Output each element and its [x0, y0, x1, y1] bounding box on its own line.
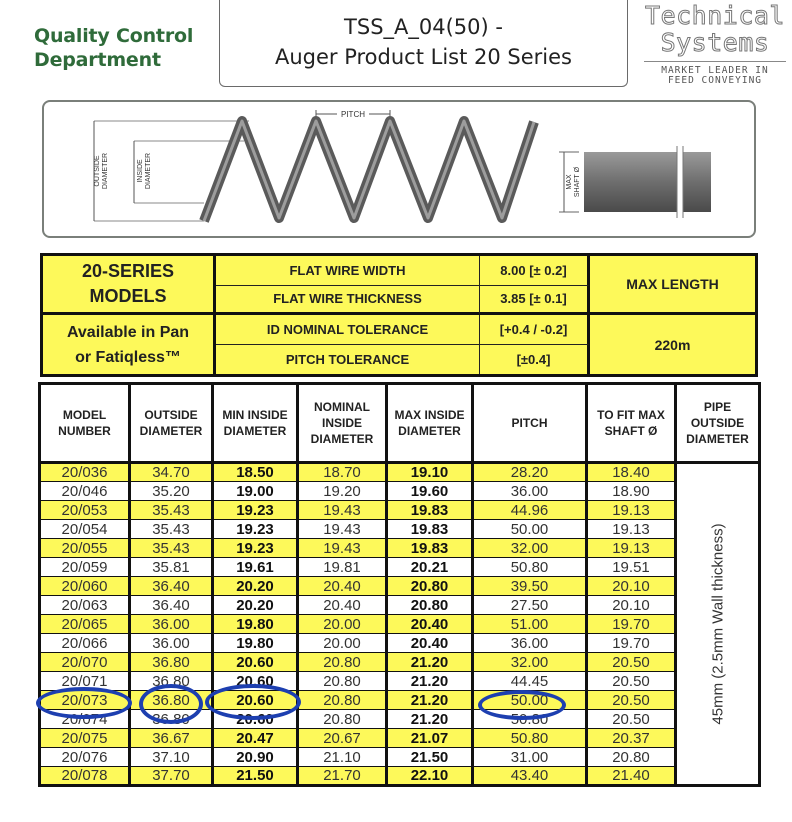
cell-od: 35.43	[130, 520, 213, 539]
cell-od: 36.80	[130, 653, 213, 672]
cell-pipe-outside-diameter	[676, 463, 760, 786]
table-row	[40, 729, 760, 748]
cell-shaft: 20.50	[587, 653, 676, 672]
cell-nom-id: 18.70	[298, 463, 387, 482]
inside-diameter-label: INSIDE	[137, 159, 144, 183]
cell-pitch: 32.00	[473, 653, 587, 672]
cell-shaft: 19.70	[587, 634, 676, 653]
cell-nom-id: 20.67	[298, 729, 387, 748]
models-label: MODELS	[89, 286, 167, 306]
column-header-max-shaft	[587, 384, 676, 463]
cell-od: 35.43	[130, 539, 213, 558]
cell-nom-id: 20.80	[298, 691, 387, 710]
column-header-text: SHAFT Ø	[604, 424, 658, 438]
cell-od: 35.81	[130, 558, 213, 577]
cell-od: 35.43	[130, 501, 213, 520]
outside-diameter-label-2: DIAMETER	[102, 152, 109, 190]
column-header-text: PITCH	[511, 416, 548, 430]
auger-diagram	[42, 100, 756, 238]
cell-max-id: 21.20	[387, 653, 473, 672]
availability-line-2: or Fatiqless™	[75, 348, 181, 366]
cell-shaft: 21.40	[587, 767, 676, 786]
max-shaft-label-2: SHAFT Ø	[574, 166, 581, 198]
table-header-row	[40, 384, 760, 463]
cell-nom-id: 20.00	[298, 634, 387, 653]
cell-min-id: 19.61	[213, 558, 298, 577]
department-heading	[34, 24, 193, 72]
cell-min-id: 19.23	[213, 539, 298, 558]
cell-pitch: 36.00	[473, 482, 587, 501]
column-header-text: DIAMETER	[310, 432, 374, 446]
cell-shaft: 19.13	[587, 539, 676, 558]
table-row	[40, 615, 760, 634]
logo-word-systems: Systems	[660, 28, 770, 57]
table-row	[40, 520, 760, 539]
cell-min-id: 20.20	[213, 596, 298, 615]
column-header-text: MAX INSIDE	[394, 408, 465, 422]
cell-model: 20/073	[40, 691, 130, 710]
cell-model: 20/059	[40, 558, 130, 577]
column-header-max-inside-diameter	[387, 384, 473, 463]
logo-word-technical: Technical	[645, 1, 785, 30]
table-row	[40, 767, 760, 786]
logo-divider	[644, 61, 786, 62]
column-header-pitch	[473, 384, 587, 463]
cell-nom-id: 19.81	[298, 558, 387, 577]
spec-value-flat-wire-thickness: 3.85 [± 0.1]	[480, 286, 590, 316]
company-logo	[640, 2, 790, 86]
cell-min-id: 20.60	[213, 710, 298, 729]
cell-model: 20/053	[40, 501, 130, 520]
cell-shaft: 20.50	[587, 691, 676, 710]
cell-pitch: 32.00	[473, 539, 587, 558]
availability-line-1: Available in Pan	[66, 323, 190, 341]
cell-model: 20/036	[40, 463, 130, 482]
cell-shaft: 19.70	[587, 615, 676, 634]
table-row	[40, 710, 760, 729]
spec-value-pitch-tolerance: [±0.4]	[480, 345, 590, 375]
cell-model: 20/074	[40, 710, 130, 729]
pitch-label: PITCH	[341, 110, 365, 119]
cell-od: 36.00	[130, 615, 213, 634]
cell-nom-id: 20.80	[298, 653, 387, 672]
cell-model: 20/071	[40, 672, 130, 691]
cell-pitch: 28.20	[473, 463, 587, 482]
cell-max-id: 20.80	[387, 596, 473, 615]
cell-nom-id: 19.43	[298, 539, 387, 558]
cell-model: 20/046	[40, 482, 130, 501]
cell-od: 36.00	[130, 634, 213, 653]
cell-pitch: 43.40	[473, 767, 587, 786]
table-row	[40, 558, 760, 577]
cell-od: 35.20	[130, 482, 213, 501]
cell-max-id: 21.20	[387, 672, 473, 691]
spec-summary-box	[40, 253, 758, 377]
cell-max-id: 20.21	[387, 558, 473, 577]
column-header-nominal-inside-diameter	[298, 384, 387, 463]
cell-max-id: 19.10	[387, 463, 473, 482]
shaft-shape	[584, 152, 711, 212]
cell-max-id: 20.80	[387, 577, 473, 596]
spec-value-flat-wire-width: 8.00 [± 0.2]	[480, 256, 590, 286]
cell-nom-id: 20.80	[298, 672, 387, 691]
pipe-outside-diameter-text: 45mm (2.5mm Wall thickness)	[709, 523, 726, 725]
table-row	[40, 577, 760, 596]
cell-shaft: 20.50	[587, 710, 676, 729]
spec-label-flat-wire-width: FLAT WIRE WIDTH	[216, 256, 480, 286]
cell-od: 36.67	[130, 729, 213, 748]
cell-model: 20/060	[40, 577, 130, 596]
cell-shaft: 20.37	[587, 729, 676, 748]
cell-min-id: 19.23	[213, 520, 298, 539]
cell-shaft: 20.10	[587, 577, 676, 596]
cell-model: 20/054	[40, 520, 130, 539]
cell-pitch: 51.00	[473, 615, 587, 634]
table-row	[40, 482, 760, 501]
cell-shaft: 19.13	[587, 501, 676, 520]
spec-label-flat-wire-thickness: FLAT WIRE THICKNESS	[216, 286, 480, 316]
column-header-text: INSIDE	[321, 416, 362, 430]
logo-tagline-1: MARKET LEADER IN	[661, 65, 769, 76]
cell-shaft: 20.80	[587, 748, 676, 767]
cell-model: 20/075	[40, 729, 130, 748]
cell-max-id: 21.50	[387, 748, 473, 767]
column-header-text: PIPE	[703, 400, 732, 414]
cell-od: 36.80	[130, 672, 213, 691]
outside-diameter-label: OUTSIDE	[94, 155, 101, 187]
table-row	[40, 596, 760, 615]
cell-min-id: 19.23	[213, 501, 298, 520]
cell-model: 20/065	[40, 615, 130, 634]
table-row	[40, 539, 760, 558]
cell-model: 20/055	[40, 539, 130, 558]
cell-nom-id: 20.00	[298, 615, 387, 634]
cell-od: 36.40	[130, 596, 213, 615]
table-row	[40, 691, 760, 710]
cell-min-id: 20.60	[213, 672, 298, 691]
column-header-model-number	[40, 384, 130, 463]
cell-nom-id: 20.40	[298, 577, 387, 596]
cell-max-id: 21.20	[387, 691, 473, 710]
spec-value-id-nominal-tolerance: [+0.4 / -0.2]	[480, 315, 590, 345]
column-header-text: NOMINAL	[314, 400, 370, 414]
cell-od: 37.70	[130, 767, 213, 786]
spec-label-id-nominal-tolerance: ID NOMINAL TOLERANCE	[216, 315, 480, 345]
auger-spring-illustration	[44, 102, 758, 240]
cell-shaft: 18.40	[587, 463, 676, 482]
column-header-text: DIAMETER	[398, 424, 461, 438]
table-row	[40, 653, 760, 672]
cell-pitch: 50.00	[473, 691, 587, 710]
column-header-pipe-outside-diameter	[676, 384, 760, 463]
max-length-label: MAX LENGTH	[590, 256, 755, 315]
cell-max-id: 19.83	[387, 501, 473, 520]
document-code: TSS_A_04(50) -	[344, 15, 503, 39]
cell-min-id: 19.80	[213, 615, 298, 634]
department-line-1: Quality Control	[34, 25, 194, 47]
max-length-value: 220m	[654, 336, 691, 353]
column-header-text: TO FIT MAX	[597, 408, 665, 422]
cell-pitch: 50.00	[473, 520, 587, 539]
cell-model: 20/078	[40, 767, 130, 786]
cell-nom-id: 20.40	[298, 596, 387, 615]
document-title-box	[219, 0, 628, 87]
column-header-text: DIAMETER	[139, 424, 203, 438]
cell-pitch: 50.80	[473, 710, 587, 729]
cell-shaft: 18.90	[587, 482, 676, 501]
cell-max-id: 20.40	[387, 634, 473, 653]
cell-nom-id: 21.10	[298, 748, 387, 767]
table-row	[40, 748, 760, 767]
logo-tagline-2: FEED CONVEYING	[667, 75, 763, 86]
cell-min-id: 19.80	[213, 634, 298, 653]
cell-max-id: 22.10	[387, 767, 473, 786]
cell-nom-id: 19.43	[298, 520, 387, 539]
cell-shaft: 20.50	[587, 672, 676, 691]
column-header-text: OUTSIDE	[144, 408, 198, 422]
cell-min-id: 20.90	[213, 748, 298, 767]
product-table	[38, 382, 761, 787]
cell-pitch: 27.50	[473, 596, 587, 615]
series-label: 20-SERIES	[81, 261, 175, 281]
cell-od: 36.80	[130, 691, 213, 710]
cell-shaft: 19.13	[587, 520, 676, 539]
cell-max-id: 20.40	[387, 615, 473, 634]
cell-max-id: 21.20	[387, 710, 473, 729]
column-header-text: MODEL	[62, 408, 107, 422]
column-header-text: OUTSIDE	[690, 416, 745, 430]
table-row	[40, 501, 760, 520]
cell-max-id: 21.07	[387, 729, 473, 748]
column-header-text: NUMBER	[58, 424, 111, 438]
cell-nom-id: 19.20	[298, 482, 387, 501]
cell-pitch: 39.50	[473, 577, 587, 596]
max-shaft-label: MAX	[566, 174, 573, 190]
cell-min-id: 20.20	[213, 577, 298, 596]
cell-od: 36.40	[130, 577, 213, 596]
table-row	[40, 672, 760, 691]
cell-pitch: 31.00	[473, 748, 587, 767]
cell-min-id: 20.47	[213, 729, 298, 748]
department-line-2: Department	[34, 49, 161, 71]
column-header-outside-diameter	[130, 384, 213, 463]
cell-min-id: 20.60	[213, 691, 298, 710]
cell-min-id: 20.60	[213, 653, 298, 672]
column-header-text: DIAMETER	[223, 424, 287, 438]
cell-pitch: 36.00	[473, 634, 587, 653]
inside-diameter-label-2: DIAMETER	[145, 152, 152, 190]
cell-pitch: 50.80	[473, 558, 587, 577]
cell-max-id: 19.83	[387, 539, 473, 558]
cell-nom-id: 19.43	[298, 501, 387, 520]
cell-shaft: 20.10	[587, 596, 676, 615]
table-row	[40, 463, 760, 482]
cell-min-id: 19.00	[213, 482, 298, 501]
cell-nom-id: 21.70	[298, 767, 387, 786]
cell-min-id: 18.50	[213, 463, 298, 482]
cell-model: 20/066	[40, 634, 130, 653]
table-row	[40, 634, 760, 653]
series-models-cell	[43, 256, 216, 315]
column-header-text: MIN INSIDE	[222, 408, 288, 422]
cell-min-id: 21.50	[213, 767, 298, 786]
document-title: Auger Product List 20 Series	[274, 45, 572, 69]
cell-model: 20/070	[40, 653, 130, 672]
cell-max-id: 19.83	[387, 520, 473, 539]
cell-nom-id: 20.80	[298, 710, 387, 729]
cell-pitch: 50.80	[473, 729, 587, 748]
spec-label-pitch-tolerance: PITCH TOLERANCE	[216, 345, 480, 375]
cell-pitch: 44.96	[473, 501, 587, 520]
column-header-min-inside-diameter	[213, 384, 298, 463]
cell-model: 20/076	[40, 748, 130, 767]
cell-od: 36.80	[130, 710, 213, 729]
availability-cell	[43, 315, 216, 374]
cell-od: 34.70	[130, 463, 213, 482]
cell-shaft: 19.51	[587, 558, 676, 577]
column-header-text: DIAMETER	[686, 432, 749, 446]
cell-max-id: 19.60	[387, 482, 473, 501]
cell-model: 20/063	[40, 596, 130, 615]
cell-od: 37.10	[130, 748, 213, 767]
cell-pitch: 44.45	[473, 672, 587, 691]
